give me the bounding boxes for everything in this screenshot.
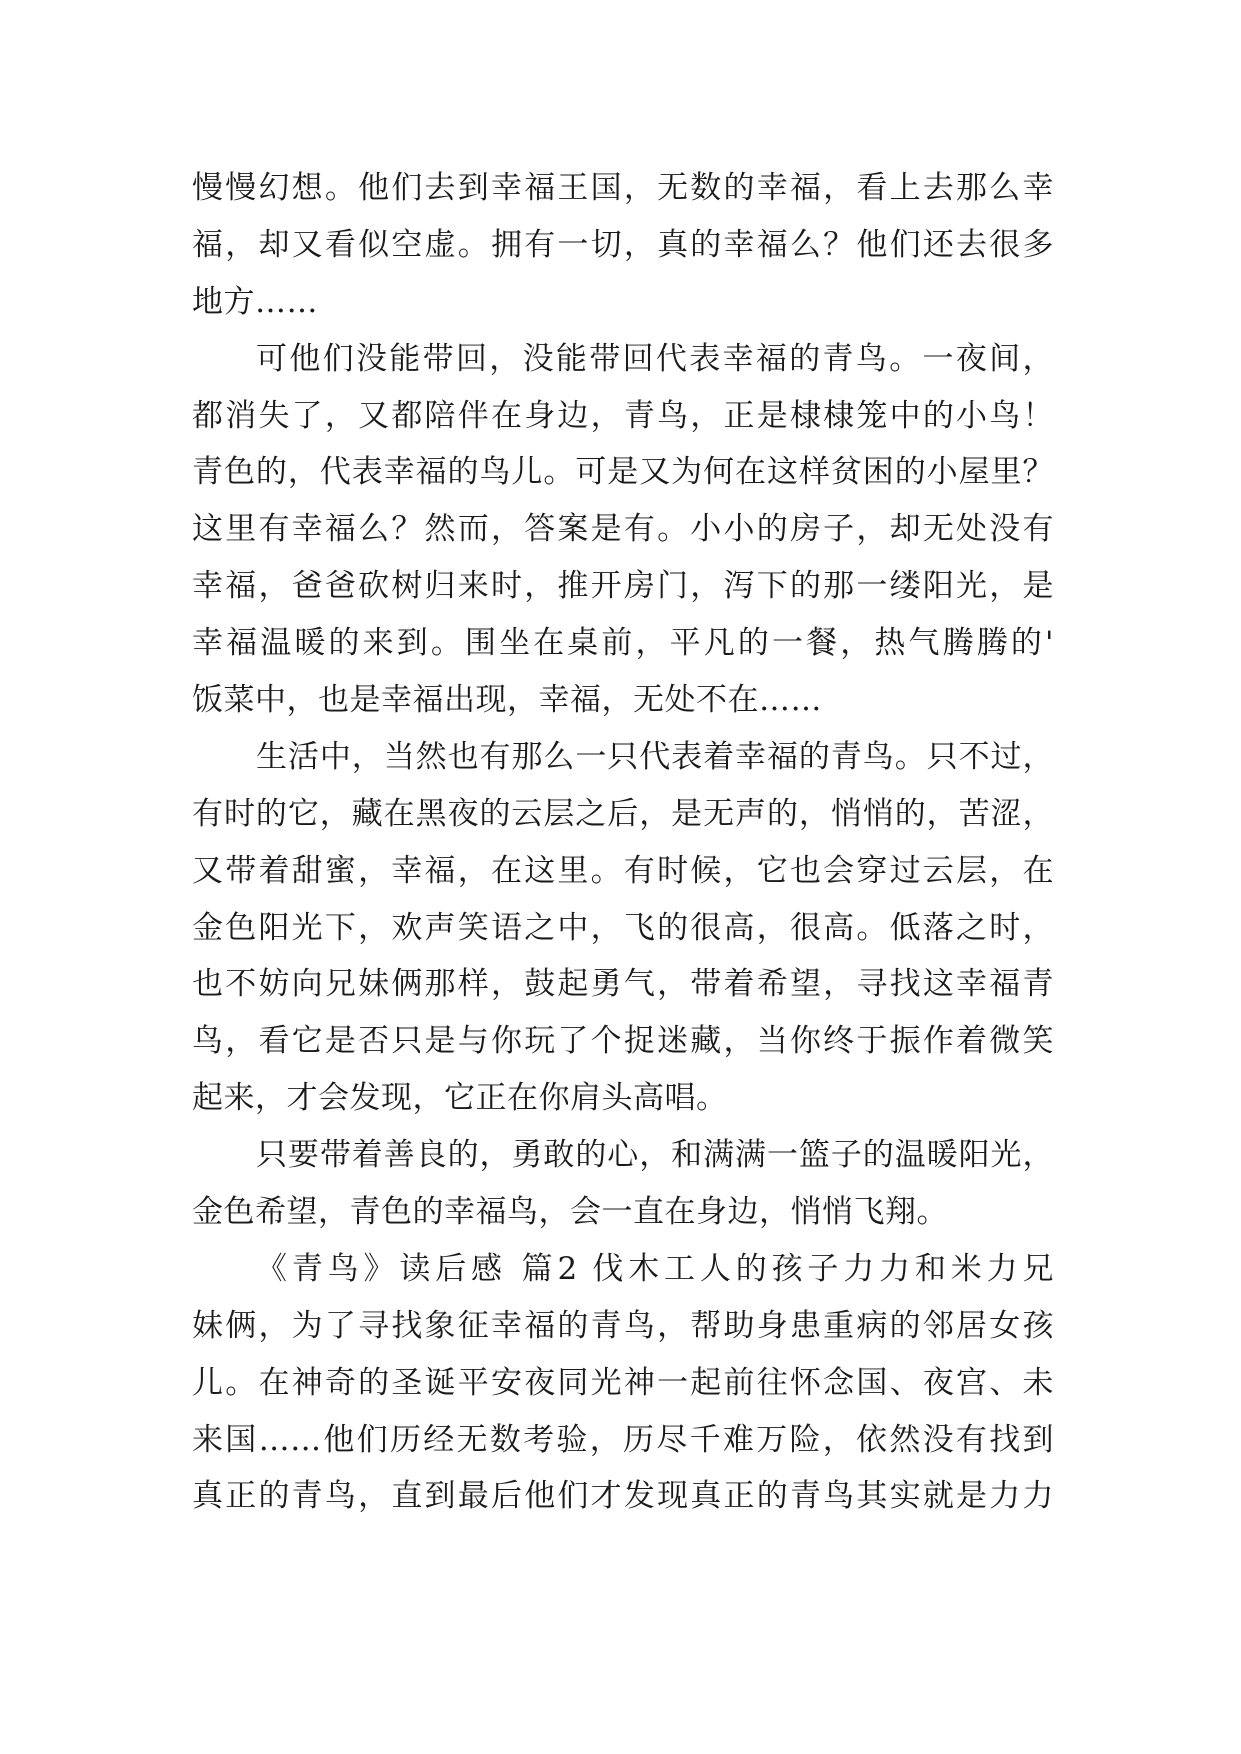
text-line: 《青鸟》读后感 篇2 伐木工人的孩子力力和米力兄 xyxy=(256,1250,1054,1287)
text-line: 妹俩，为了寻找象征幸福的青鸟，帮助身患重病的邻居女孩 xyxy=(192,1307,1054,1344)
text-line: 生活中，当然也有那么一只代表着幸福的青鸟。只不过， xyxy=(256,738,1054,775)
text-line: 可他们没能带回，没能带回代表幸福的青鸟。一夜间， xyxy=(256,340,1054,377)
text-line: 金色阳光下，欢声笑语之中，飞的很高，很高。低落之时， xyxy=(192,909,1054,946)
text-line: 鸟，看它是否只是与你玩了个捉迷藏，当你终于振作着微笑 xyxy=(192,1023,1054,1060)
text-line: 饭菜中，也是幸福出现，幸福，无处不在…… xyxy=(192,682,822,719)
text-line: 又带着甜蜜，幸福，在这里。有时候，它也会穿过云层，在 xyxy=(192,852,1054,889)
text-line: 幸福，爸爸砍树归来时，推开房门，泻下的那一缕阳光，是 xyxy=(192,568,1054,605)
text-line: 只要带着善良的，勇敢的心，和满满一篮子的温暖阳光， xyxy=(256,1137,1054,1174)
text-line: 有时的它，藏在黑夜的云层之后，是无声的，悄悄的，苦涩， xyxy=(192,795,1054,832)
text-line: 真正的青鸟，直到最后他们才发现真正的青鸟其实就是力力 xyxy=(192,1478,1054,1515)
text-line: 这里有幸福么？然而，答案是有。小小的房子，却无处没有 xyxy=(192,511,1054,548)
text-line: 青色的，代表幸福的鸟儿。可是又为何在这样贫困的小屋里？ xyxy=(192,454,1054,491)
body-text xyxy=(192,160,1054,1525)
text-line: 起来，才会发现，它正在你肩头高唱。 xyxy=(192,1080,728,1117)
text-line: 福，却又看似空虚。拥有一切，真的幸福么？他们还去很多 xyxy=(192,226,1054,263)
text-line: 儿。在神奇的圣诞平安夜同光神一起前往怀念国、夜宫、未 xyxy=(192,1364,1054,1401)
text-line: 来国……他们历经无数考验，历尽千难万险，依然没有找到 xyxy=(192,1421,1054,1458)
text-line: 幸福温暖的来到。围坐在桌前，平凡的一餐，热气腾腾的' xyxy=(192,625,1054,662)
text-line: 地方…… xyxy=(192,283,318,320)
text-line: 都消失了，又都陪伴在身边，青鸟，正是棣棣笼中的小鸟！ xyxy=(192,397,1054,434)
text-line: 也不妨向兄妹俩那样，鼓起勇气，带着希望，寻找这幸福青 xyxy=(192,966,1054,1003)
text-line: 慢慢幻想。他们去到幸福王国，无数的幸福，看上去那么幸 xyxy=(192,170,1054,206)
text-line: 金色希望，青色的幸福鸟，会一直在身边，悄悄飞翔。 xyxy=(192,1194,948,1231)
